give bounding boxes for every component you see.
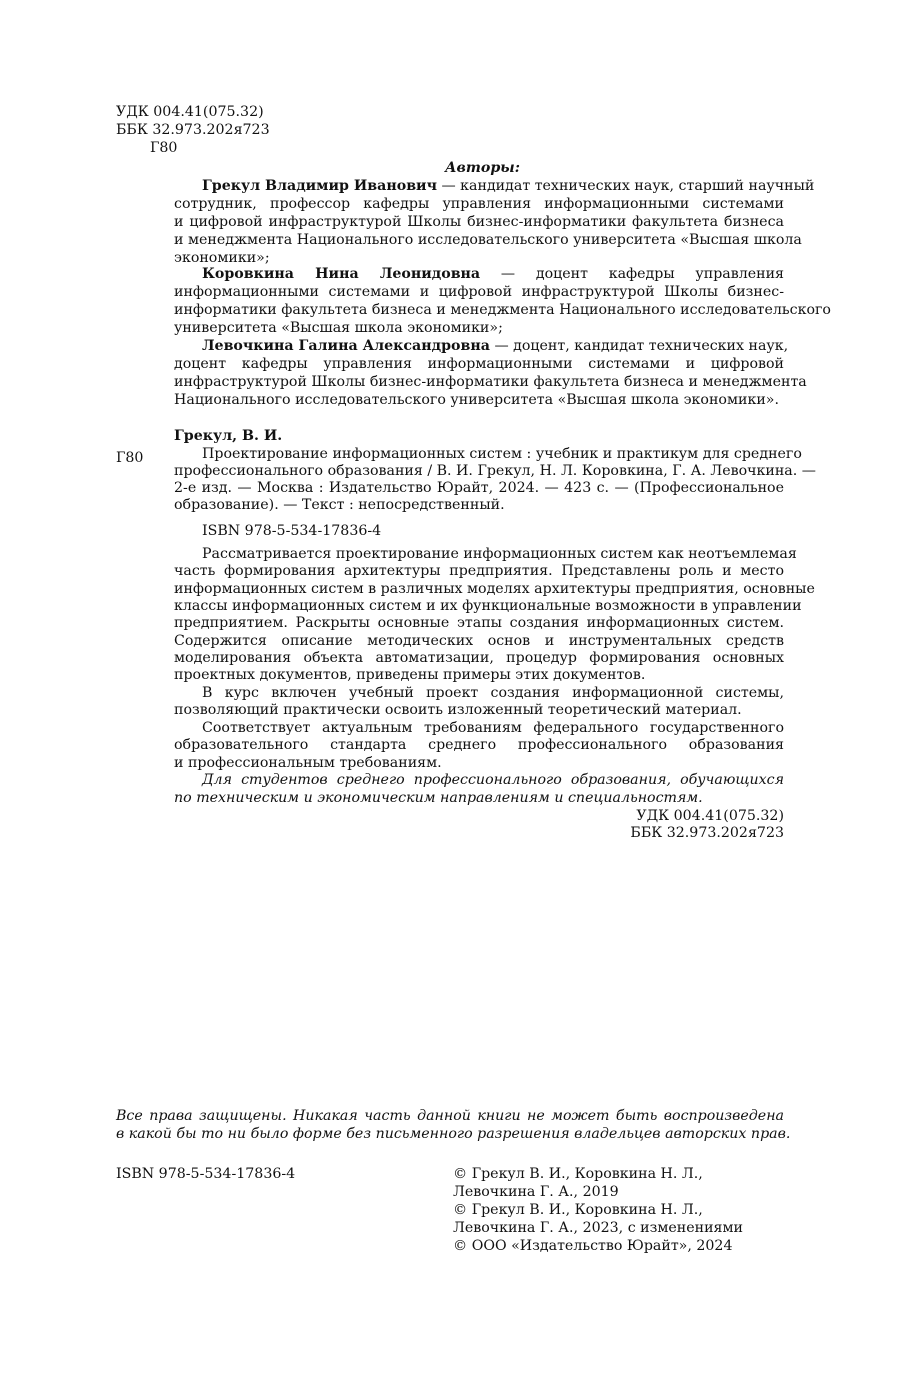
copyright-line: Левочкина Г. А., 2023, с изменениями: [453, 1220, 743, 1236]
abstract-line: часть формирования архитектуры предприятия. Представлены роль и место: [174, 563, 784, 579]
abstract-line: классы информационных систем и их функциональные возможности в управлении: [174, 598, 802, 614]
abstract-line: В курс включен учебный проект создания информационной системы,: [202, 685, 784, 701]
author-line: инфраструктурой Школы бизнес-информатики факультета бизнеса и менеджмента: [174, 374, 807, 390]
author-line: и цифровой инфраструктурой Школы бизнес-информатики факультета бизнеса: [174, 214, 784, 230]
abstract-line: Соответствует актуальным требованиям федерального государственного: [202, 720, 784, 736]
author-entry-first-line: [202, 266, 784, 283]
abstract-line: предприятием. Раскрыты основные этапы создания информационных систем.: [174, 615, 784, 631]
copyright-line: © Грекул В. И., Коровкина Н. Л.,: [453, 1202, 703, 1218]
authors-heading: Авторы:: [445, 160, 520, 176]
bibliography-line: профессионального образования / В. И. Грекул, Н. Л. Коровкина, Г. А. Левочкина. —: [174, 463, 816, 479]
bibliography-line: 2-е изд. — Москва : Издательство Юрайт, 2024. — 423 с. — (Профессиональное: [174, 480, 784, 496]
author-line: информационными системами и цифровой инфраструктурой Школы бизнес-: [174, 284, 784, 300]
abstract-line: и профессиональным требованиям.: [174, 755, 442, 771]
author-description: — доцент кафедры управления: [500, 266, 785, 282]
abstract-line: информационных систем в различных моделях архитектуры предприятия, основные: [174, 581, 815, 597]
abstract-line: позволяющий практически освоить изложенный теоретический материал.: [174, 702, 742, 718]
bbk-code-bottom: ББК 32.973.202я723: [630, 825, 784, 841]
author-line: университета «Высшая школа экономики»;: [174, 320, 503, 336]
author-mark: Г80: [150, 140, 178, 156]
copyright-line: © Грекул В. И., Коровкина Н. Л.,: [453, 1166, 703, 1182]
udk-code-bottom: УДК 004.41(075.32): [636, 808, 784, 824]
bibliography-author: Грекул, В. И.: [174, 428, 283, 444]
abstract-line: Содержится описание методических основ и инструментальных средств: [174, 633, 784, 649]
author-line: сотрудник, профессор кафедры управления информационными системами: [174, 196, 784, 212]
bibliography-line: образование). — Текст : непосредственный.: [174, 497, 505, 513]
copyright-line: © ООО «Издательство Юрайт», 2024: [453, 1238, 733, 1254]
copyright-line: Левочкина Г. А., 2019: [453, 1184, 619, 1200]
author-name: Левочкина Галина Александровна: [202, 338, 490, 354]
abstract-line: моделирования объекта автоматизации, процедур формирования основных: [174, 650, 784, 666]
footer-isbn: ISBN 978-5-534-17836-4: [116, 1166, 296, 1182]
bbk-code: ББК 32.973.202я723: [116, 122, 270, 138]
author-line: доцент кафедры управления информационными системами и цифровой: [174, 356, 784, 372]
rights-line: в какой бы то ни было форме без письменного разрешения владельцев авторских прав.: [116, 1126, 791, 1142]
author-name: Грекул Владимир Иванович: [202, 178, 437, 194]
author-line: экономики»;: [174, 250, 270, 266]
author-entry-first-line: [202, 178, 815, 195]
abstract-line: образовательного стандарта среднего профессионального образования: [174, 737, 784, 753]
rights-line: Все права защищены. Никакая часть данной книги не может быть воспроизведена: [116, 1108, 784, 1124]
bibliography-isbn: ISBN 978-5-534-17836-4: [202, 523, 382, 539]
audience-line: Для студентов среднего профессионального образования, обучающихся: [202, 772, 784, 788]
author-description: — доцент, кандидат технических наук,: [494, 338, 789, 354]
author-description: — кандидат технических наук, старший научный: [441, 178, 815, 194]
udk-code: УДК 004.41(075.32): [116, 104, 264, 120]
author-name: Коровкина Нина Леонидовна: [202, 266, 481, 282]
bibliography-line: Проектирование информационных систем : учебник и практикум для среднего: [202, 446, 802, 462]
audience-line: по техническим и экономическим направлениям и специальностям.: [174, 790, 703, 806]
bibliography-margin-mark: Г80: [116, 450, 144, 466]
author-line: и менеджмента Национального исследовательского университета «Высшая школа: [174, 232, 802, 248]
author-entry-first-line: [202, 338, 789, 355]
abstract-line: проектных документов, приведены примеры этих документов.: [174, 667, 646, 683]
author-line: информатики факультета бизнеса и менеджмента Национального исследовательского: [174, 302, 831, 318]
abstract-line: Рассматривается проектирование информационных систем как неотъемлемая: [202, 546, 797, 562]
author-line: Национального исследовательского университета «Высшая школа экономики».: [174, 392, 779, 408]
